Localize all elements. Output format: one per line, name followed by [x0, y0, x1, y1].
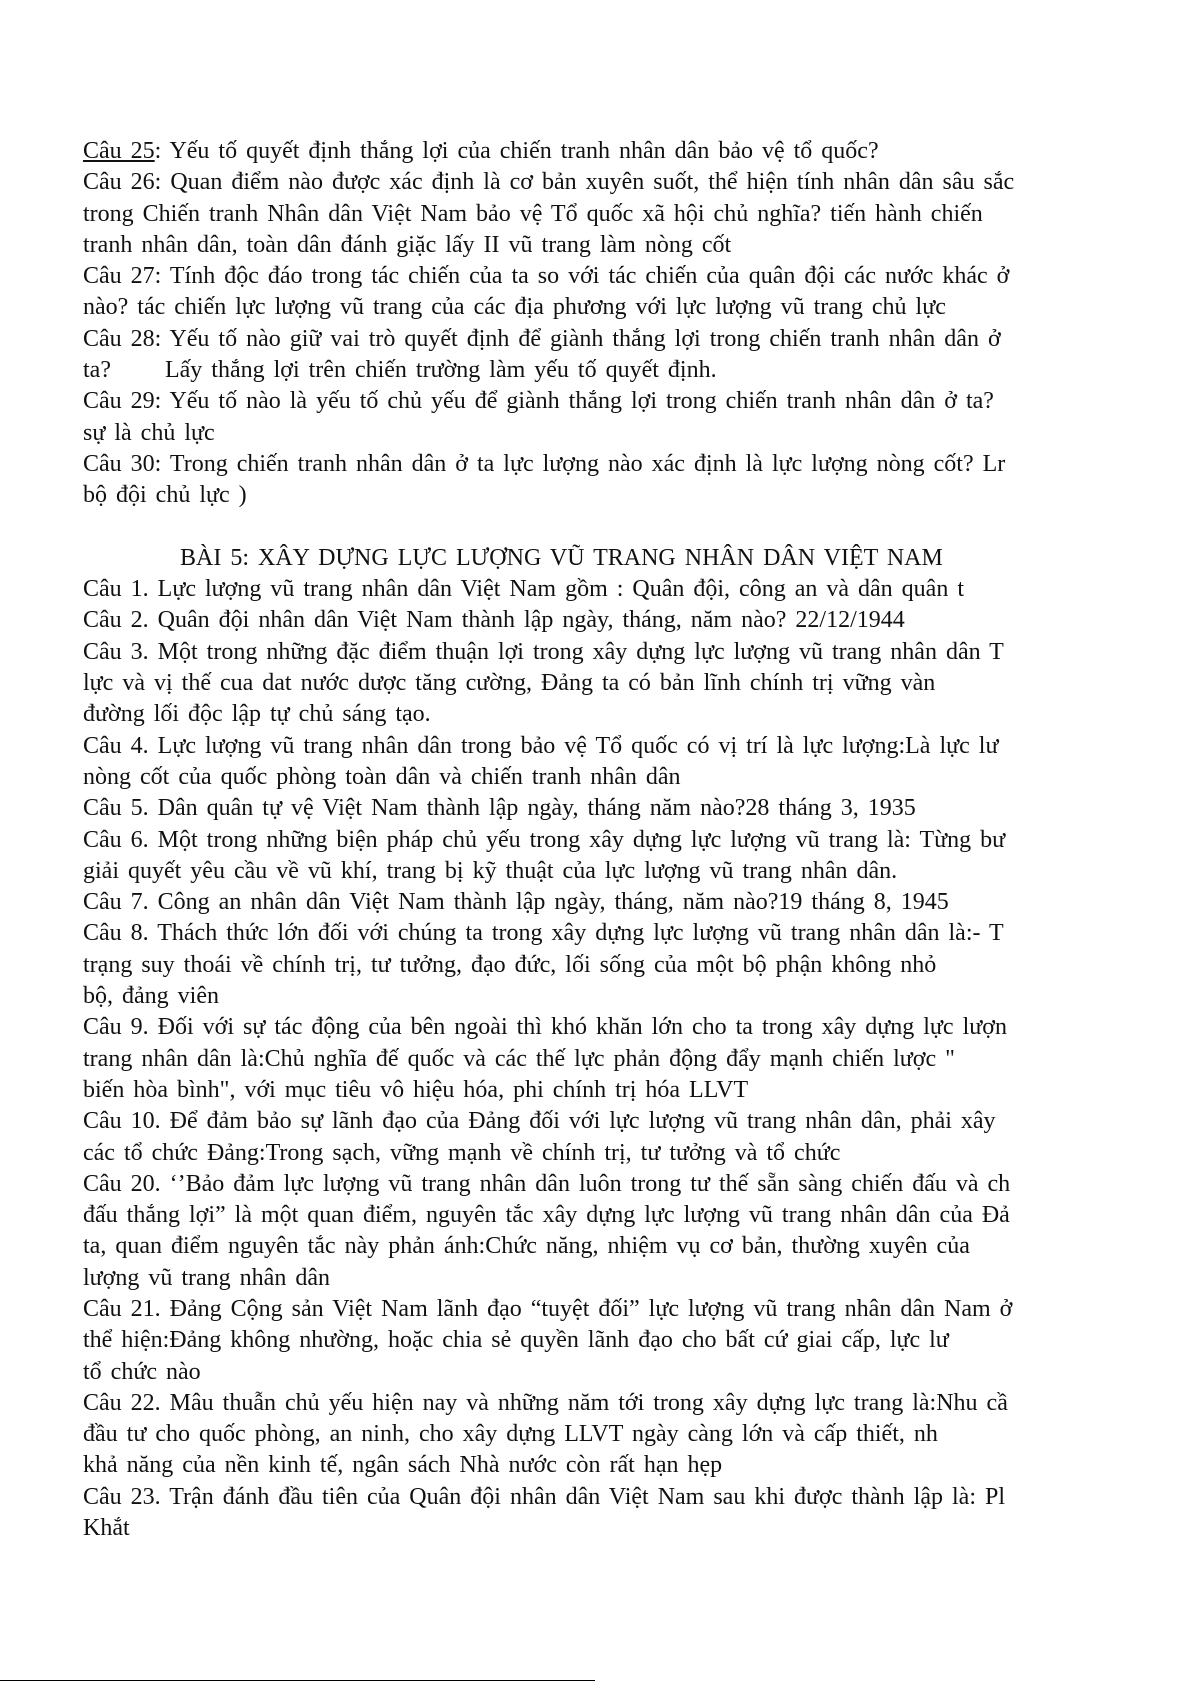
- question-26: [83, 167, 1191, 261]
- text-line: Khắt: [83, 1515, 130, 1542]
- text-line: bộ đội chủ lực ): [83, 482, 247, 509]
- question-25: [83, 136, 1191, 167]
- text-line: Câu 23. Trận đánh đầu tiên của Quân đội nhân dân Việt Nam sau khi được thành lập là: Pl: [83, 1483, 1005, 1510]
- footnote-divider: [0, 1680, 595, 1681]
- text-line: tổ chức nào: [83, 1358, 201, 1385]
- text-line: Câu 8. Thách thức lớn đối với chúng ta trong xây dựng lực lượng vũ trang nhân dân là:- T: [83, 920, 1004, 947]
- text-line: Câu 29: Yếu tố nào là yếu tố chủ yếu để giành thắng lợi trong chiến tranh nhân dân ở ta?: [83, 388, 994, 415]
- spacer: [83, 512, 1191, 543]
- text-line: Câu 28: Yếu tố nào giữ vai trò quyết định để giành thắng lợi trong chiến tranh nhân dân ở: [83, 325, 1001, 352]
- text-line: Câu 21. Đảng Cộng sản Việt Nam lãnh đạo “tuyệt đối” lực lượng vũ trang nhân dân Nam ở: [83, 1295, 1013, 1322]
- text-line: Câu 26: Quan điểm nào được xác định là cơ bản xuyên suốt, thể hiện tính nhân dân sâu sắc: [83, 169, 1015, 196]
- text-line: trang nhân dân là:Chủ nghĩa đế quốc và các thế lực phản động đẩy mạnh chiến lược ": [83, 1045, 955, 1072]
- text-line: đầu tư cho quốc phòng, an ninh, cho xây dựng LLVT ngày càng lớn và cấp thiết, nh: [83, 1421, 938, 1448]
- text-line: trạng suy thoái về chính trị, tư tưởng, đạo đức, lối sống của một bộ phận không nhỏ: [83, 951, 937, 978]
- text-line: Câu 22. Mâu thuẫn chủ yếu hiện nay và những năm tới trong xây dựng lực trang là:Nhu cầ: [83, 1389, 1008, 1416]
- text-line: Câu 3. Một trong những đặc điểm thuận lợi trong xây dựng lực lượng vũ trang nhân dân T: [83, 638, 1004, 665]
- lesson-5-questions: [83, 574, 1191, 1544]
- text-line: ta, quan điểm nguyên tắc này phản ánh:Chức năng, nhiệm vụ cơ bản, thường xuyên của: [83, 1233, 970, 1260]
- text-line: nào? tác chiến lực lượng vũ trang của các địa phương với lực lượng vũ trang chủ lực: [83, 294, 946, 321]
- lesson-title: BÀI 5: XÂY DỰNG LỰC LƯỢNG VŨ TRANG NHÂN DÂN VIỆT NAM: [180, 544, 943, 571]
- text-line: Câu 7. Công an nhân dân Việt Nam thành lập ngày, tháng, năm nào?19 tháng 8, 1945: [83, 889, 949, 916]
- text-line: ta? Lấy thắng lợi trên chiến trường làm yếu tố quyết định.: [83, 357, 717, 384]
- text-line: lượng vũ trang nhân dân: [83, 1264, 330, 1291]
- text-line: các tổ chức Đảng:Trong sạch, vững mạnh về chính trị, tư tưởng và tổ chức: [83, 1139, 841, 1166]
- text-line: bộ, đảng viên: [83, 983, 219, 1010]
- text-line: giải quyết yêu cầu về vũ khí, trang bị kỹ thuật của lực lượng vũ trang nhân dân.: [83, 857, 898, 884]
- document-body: [83, 136, 1191, 1544]
- text-line: biến hòa bình", với mục tiêu vô hiệu hóa, phi chính trị hóa LLVT: [83, 1076, 749, 1103]
- question-25-text: : Yếu tố quyết định thắng lợi của chiến tranh nhân dân bảo vệ tổ quốc?: [154, 138, 879, 164]
- question-28: [83, 324, 1191, 387]
- text-line: Câu 27: Tính độc đáo trong tác chiến của ta so với tác chiến của quân đội các nước khác ở: [83, 263, 1010, 290]
- question-27: [83, 261, 1191, 324]
- text-line: trong Chiến tranh Nhân dân Việt Nam bảo vệ Tổ quốc xã hội chủ nghĩa? tiến hành chiến: [83, 200, 983, 227]
- text-line: Câu 5. Dân quân tự vệ Việt Nam thành lập ngày, tháng năm nào?28 tháng 3, 1935: [83, 795, 916, 822]
- text-line: Câu 2. Quân đội nhân dân Việt Nam thành lập ngày, tháng, năm nào? 22/12/1944: [83, 607, 905, 634]
- text-line: tranh nhân dân, toàn dân đánh giặc lấy II vũ trang làm nòng cốt: [83, 231, 732, 258]
- text-line: đường lối độc lập tự chủ sáng tạo.: [83, 701, 431, 728]
- text-line: lực và vị thế cua dat nước dược tăng cường, Đảng ta có bản lĩnh chính trị vững vàn: [83, 670, 936, 697]
- text-line: đấu thắng lợi” là một quan điểm, nguyên tắc xây dựng lực lượng vũ trang nhân dân của Đả: [83, 1202, 1010, 1229]
- question-25-number: Câu 25: [83, 138, 155, 164]
- text-line: Câu 6. Một trong những biện pháp chủ yếu trong xây dựng lực lượng vũ trang là: Từng bư: [83, 826, 1006, 853]
- text-line: Câu 30: Trong chiến tranh nhân dân ở ta lực lượng nào xác định là lực lượng nòng cốt? Lr: [83, 450, 1006, 477]
- text-line: Câu 10. Để đảm bảo sự lãnh đạo của Đảng đối với lực lượng vũ trang nhân dân, phải xây: [83, 1108, 996, 1135]
- text-line: Câu 1. Lực lượng vũ trang nhân dân Việt Nam gồm : Quân đội, công an và dân quân t: [83, 576, 964, 603]
- question-29: [83, 386, 1191, 449]
- text-line: Câu 4. Lực lượng vũ trang nhân dân trong bảo vệ Tổ quốc có vị trí là lực lượng:Là lực lư: [83, 732, 999, 759]
- text-line: sự là chủ lực: [83, 419, 215, 446]
- question-30: [83, 449, 1191, 512]
- text-line: khả năng của nền kinh tế, ngân sách Nhà nước còn rất hạn hẹp: [83, 1452, 723, 1479]
- text-line: nòng cốt của quốc phòng toàn dân và chiến tranh nhân dân: [83, 763, 681, 790]
- text-line: Câu 9. Đối với sự tác động của bên ngoài thì khó khăn lớn cho ta trong xây dựng lực lượn: [83, 1014, 1007, 1041]
- text-line: thể hiện:Đảng không nhường, hoặc chia sẻ quyền lãnh đạo cho bất cứ giai cấp, lực lư: [83, 1327, 949, 1354]
- text-line: Câu 20. ‘’Bảo đảm lực lượng vũ trang nhân dân luôn trong tư thế sẵn sàng chiến đấu và ch: [83, 1170, 1011, 1197]
